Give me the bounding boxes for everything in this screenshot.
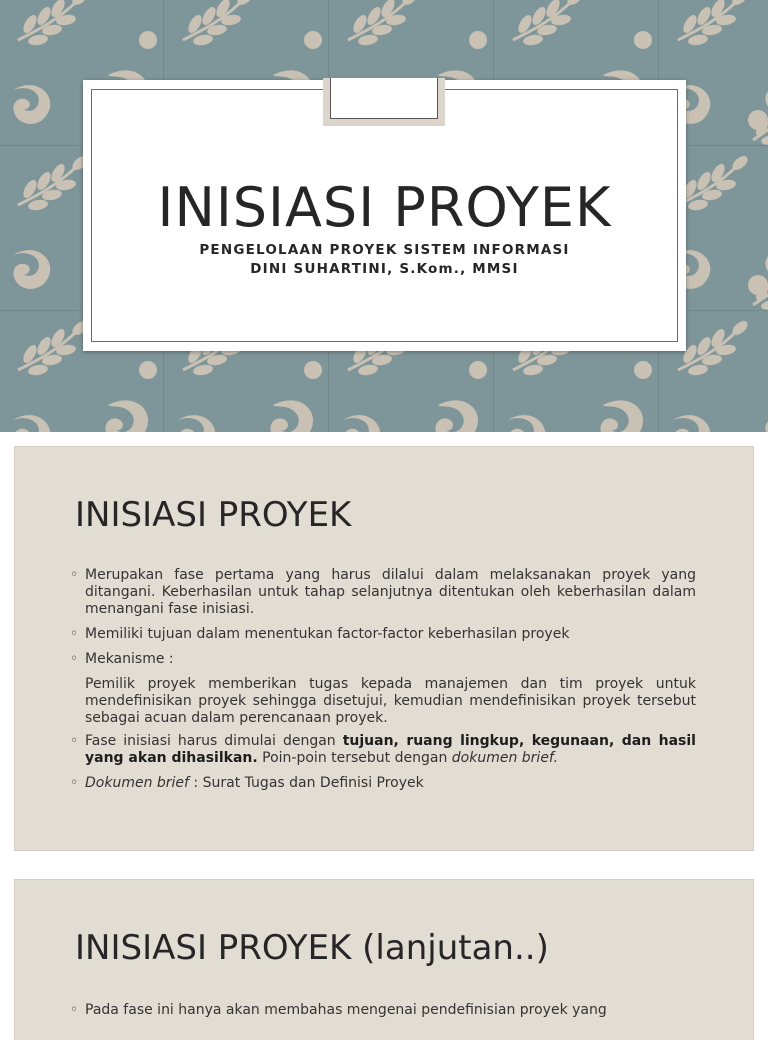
- bullet-item: [70, 733, 696, 767]
- bold-text: kegunaan: [531, 733, 609, 749]
- bold-text: tujuan: [342, 733, 394, 749]
- title-card: [83, 80, 686, 351]
- content-slide-2: [15, 880, 753, 1040]
- bullet-text: : Surat Tugas dan Definisi Proyek: [188, 775, 424, 791]
- slide3-title: INISIASI PROYEK (lanjutan..): [75, 928, 549, 968]
- bold-text: ,: [393, 733, 407, 749]
- title-card-tab-inner: [330, 78, 438, 119]
- bold-text: ,: [518, 733, 532, 749]
- bullet-text: Poin-poin tersebut dengan: [257, 750, 452, 766]
- bullet-item: ◦ Memiliki tujuan dalam menentukan factor-factor keberhasilan proyek: [70, 626, 696, 643]
- bullet-text: Fase inisiasi harus dimulai dengan: [85, 733, 343, 749]
- slide2-bullet-list: [70, 567, 696, 800]
- subtitle-author: DINI SUHARTINI, S.Kom., MMSI: [250, 261, 519, 277]
- slide2-title: INISIASI PROYEK: [75, 495, 352, 535]
- title-slide: [0, 0, 768, 432]
- bullet-item: [70, 775, 696, 792]
- bullet-item: ◦ Pada fase ini hanya akan membahas mengenai pendefinisian proyek yang: [70, 1002, 696, 1019]
- slide3-bullet-list: [70, 1002, 696, 1027]
- bold-text: ruang lingkup: [406, 733, 519, 749]
- slide1-subtitle: [83, 241, 686, 279]
- italic-text: dokumen brief.: [451, 750, 559, 766]
- slide1-title: INISIASI PROYEK: [157, 176, 612, 239]
- bold-text: ,: [608, 733, 622, 749]
- italic-text: Dokumen brief: [85, 775, 189, 791]
- bullet-item: ◦ Merupakan fase pertama yang harus dilalui dalam melaksanakan proyek yang ditangani. Keberhasilan untuk tahap selanjutnya ditentukan oleh keberhasilan dalam menangani fase inisiasi.: [70, 567, 696, 618]
- content-slide-1: [15, 447, 753, 850]
- bullet-item: ◦ Mekanisme :: [70, 651, 696, 668]
- title-card-tab: [323, 78, 445, 126]
- bold-text: dan hasil yang akan dihasilkan.: [85, 733, 696, 766]
- subtitle-course: PENGELOLAAN PROYEK SISTEM INFORMASI: [199, 242, 570, 258]
- mechanism-paragraph: Pemilik proyek memberikan tugas kepada manajemen dan tim proyek untuk mendefinisikan proyek sehingga disetujui, kemudian mendefinisikan proyek tersebut sebagai acuan dalam perencanaan proyek.: [85, 676, 696, 726]
